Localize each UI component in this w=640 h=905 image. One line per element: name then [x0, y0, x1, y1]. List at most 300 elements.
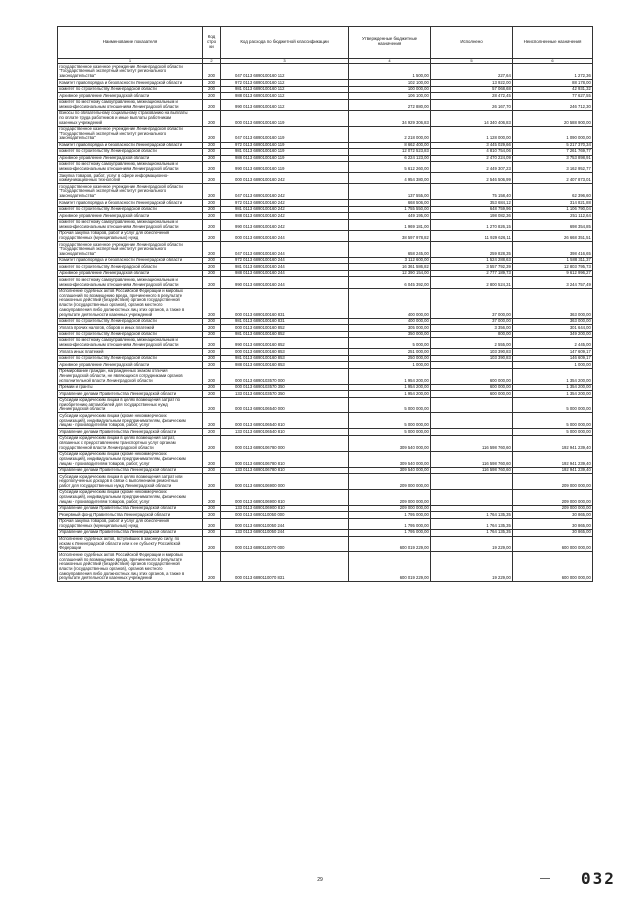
row-line-code: 200: [203, 149, 221, 155]
row-budget-class: 972 0113 6890100160 242: [221, 200, 349, 206]
row-line-code: 200: [203, 467, 221, 473]
row-name: Закупка товаров, работ, услуг в сфере информационно- коммуникационных технологий: [58, 173, 203, 184]
row-budget-class: 988 0113 6890100160 242: [221, 213, 349, 219]
table-row: [58, 219, 593, 230]
row-line-code: 200: [203, 518, 221, 529]
row-budget-class: 133 0113 6890106780 810: [221, 467, 349, 473]
row-executed: 1 764 135,35: [431, 512, 513, 518]
row-executed: 800,00: [431, 331, 513, 337]
row-line-code: 200: [203, 451, 221, 467]
row-budget-class: 981 0113 6890100160 119: [221, 149, 349, 155]
row-line-code: 200: [203, 184, 221, 200]
table-row: [58, 277, 593, 288]
row-budget-class: 000 0113 6890100160 831: [221, 288, 349, 318]
row-executed: 116 598 760,60: [431, 467, 513, 473]
row-name: Архивное управление Ленинградской области: [58, 93, 203, 99]
row-name: Архивное управление Ленинградской области: [58, 362, 203, 368]
row-executed: 57 068,68: [431, 86, 513, 92]
row-name: Комитет правопорядка и безопасности Ленинградской области: [58, 200, 203, 206]
row-name: Исполнение судебных актов, вступивших в законную силу, по искам к Ленинградской области или к ее субъекту Российской Федерации: [58, 536, 203, 552]
row-unexecuted: 600 000 000,00: [513, 552, 593, 582]
table-row: [58, 162, 593, 173]
row-unexecuted: 5 000 000,00: [513, 413, 593, 429]
table-row: [58, 184, 593, 200]
row-approved: 1 954 200,00: [349, 384, 431, 390]
row-line-code: 200: [203, 155, 221, 161]
row-approved: 3 112 600,00: [349, 258, 431, 264]
row-executed: 1 764 135,35: [431, 530, 513, 536]
row-name: Субсидии юридическим лицам в целях возмещения затрат, связанных с предоставлением транспортных услуг органам государственной власти Ленинградской области: [58, 435, 203, 451]
row-executed: 37 000,00: [431, 318, 513, 324]
row-line-code: 200: [203, 270, 221, 276]
row-budget-class: 988 0113 6890100160 244: [221, 270, 349, 276]
row-executed: 19 229,00: [431, 552, 513, 582]
document-stamp-number: 032: [581, 869, 616, 888]
row-name: Архивное управление Ленинградской области: [58, 270, 203, 276]
column-index: 4: [349, 58, 431, 63]
row-executed: 116 598 760,60: [431, 451, 513, 467]
row-executed: 259 828,35: [431, 242, 513, 258]
row-budget-class: 047 0113 6890100160 244: [221, 242, 349, 258]
row-unexecuted: 20 588 900,00: [513, 110, 593, 126]
table-row: [58, 173, 593, 184]
row-line-code: 200: [203, 173, 221, 184]
row-budget-class: 990 0113 6890100160 244: [221, 277, 349, 288]
page-number: 29: [317, 877, 323, 883]
row-line-code: 200: [203, 413, 221, 429]
header-unexecuted: Неисполненные назначения: [513, 27, 593, 59]
row-budget-class: 000 0113 6890106900 810: [221, 490, 349, 506]
row-line-code: 200: [203, 512, 221, 518]
row-budget-class: 988 0113 6890100160 853: [221, 362, 349, 368]
header-approved: Утвержденные бюджетные назначения: [349, 27, 431, 59]
row-unexecuted: 251 112,64: [513, 213, 593, 219]
row-unexecuted: 42 931,32: [513, 86, 593, 92]
row-approved: 12 390 154,00: [349, 270, 431, 276]
row-budget-class: 972 0113 6890100160 112: [221, 80, 349, 86]
row-line-code: 200: [203, 355, 221, 361]
row-executed: 1 764 135,35: [431, 518, 513, 529]
row-line-code: 200: [203, 435, 221, 451]
row-line-code: 200: [203, 530, 221, 536]
row-approved: 305 000,00: [349, 325, 431, 331]
row-unexecuted: 398 416,65: [513, 242, 593, 258]
header-line-code: Код стро ки: [203, 27, 221, 59]
row-executed: [431, 490, 513, 506]
table-body: [58, 64, 593, 582]
row-name: комитет по строительству Ленинградской области: [58, 331, 203, 337]
row-approved: 309 540 000,00: [349, 435, 431, 451]
table-row: [58, 99, 593, 110]
row-name: государственное казенное учреждение Ленинградской области "Государственный экспертный институт регионального законодательства": [58, 242, 203, 258]
row-budget-class: 047 0113 6890100160 242: [221, 184, 349, 200]
row-line-code: 200: [203, 349, 221, 355]
row-line-code: 200: [203, 86, 221, 92]
row-budget-class: 000 0113 6890103570 000: [221, 368, 349, 384]
row-name: Управление делами Правительства Ленинградской области: [58, 391, 203, 397]
row-approved: 34 929 306,83: [349, 110, 431, 126]
table-row: [58, 368, 593, 384]
row-approved: 309 540 000,00: [349, 451, 431, 467]
row-line-code: 200: [203, 213, 221, 219]
footer-dash: [540, 878, 550, 879]
row-approved: 209 000 000,00: [349, 474, 431, 490]
row-unexecuted: 3 753 898,91: [513, 155, 593, 161]
row-unexecuted: 1 000,00: [513, 362, 593, 368]
row-line-code: 200: [203, 99, 221, 110]
row-name: комитет по местному самоуправлению, межнациональным и межконфессиональным отношениям Ленинградской области: [58, 277, 203, 288]
row-approved: 251 000,00: [349, 349, 431, 355]
row-executed: 227,64: [431, 64, 513, 80]
row-executed: 103 390,83: [431, 355, 513, 361]
row-name: комитет по строительству Ленинградской области: [58, 149, 203, 155]
row-executed: 14 340 406,83: [431, 110, 513, 126]
row-unexecuted: 192 941 239,40: [513, 467, 593, 473]
row-budget-class: 981 0113 6890100160 112: [221, 86, 349, 92]
row-name: комитет по строительству Ленинградской области: [58, 206, 203, 212]
row-name: комитет по строительству Ленинградской области: [58, 318, 203, 324]
row-line-code: 200: [203, 384, 221, 390]
row-name: Архивное управление Ленинградской области: [58, 155, 203, 161]
row-executed: 198 082,36: [431, 213, 513, 219]
row-unexecuted: 62 396,60: [513, 184, 593, 200]
row-unexecuted: 3 244 757,49: [513, 277, 593, 288]
row-unexecuted: 600 000 000,00: [513, 536, 593, 552]
row-executed: 2 470 224,09: [431, 155, 513, 161]
row-executed: 2 777 189,73: [431, 270, 513, 276]
row-name: Субсидии юридическим лицам в целях возмещения затрат или недополученных доходов в связи с выполнением ремонтных работ для государственных нужд Ленинградской области: [58, 474, 203, 490]
row-unexecuted: 7 261 769,77: [513, 149, 593, 155]
row-approved: 102 100,00: [349, 80, 431, 86]
row-line-code: 200: [203, 219, 221, 230]
row-executed: [431, 397, 513, 413]
row-budget-class: 000 0113 6890100160 119: [221, 110, 349, 126]
row-approved: 1 755 550,00: [349, 206, 431, 212]
row-approved: 5 000,00: [349, 338, 431, 349]
row-executed: 75 158,40: [431, 184, 513, 200]
row-name: комитет по строительству Ленинградской области: [58, 355, 203, 361]
row-executed: 28 472,45: [431, 93, 513, 99]
table-row: [58, 490, 593, 506]
row-name: Исполнение судебных актов Российской Федерации и мировых соглашений по возмещению вреда, причиненного в результате незаконных действий (бездействия) органов государственной власти (государственных органов), органов местного самоуправления либо должностных лиц этих органов, а также в результате деятельности казенных учреждений: [58, 552, 203, 582]
table-header-row: [58, 27, 593, 59]
row-budget-class: 981 0113 6890100160 831: [221, 318, 349, 324]
row-budget-class: 972 0113 6890100160 244: [221, 258, 349, 264]
row-name: Премирование граждан, награжденных знаком отличия Ленинградской области, не являющихся сотрудниками органов исполнительной власти Ленинградской области: [58, 368, 203, 384]
row-name: Управление делами Правительства Ленинградской области: [58, 505, 203, 511]
row-name: Субсидии юридическим лицам в целях возмещения затрат по приобретению автомобилей для государственных нужд Ленинградской области: [58, 397, 203, 413]
row-name: Субсидии юридическим лицам (кроме некоммерческих организаций), индивидуальным предпринимателям, физическим лицам - производителям товаров, работ, услуг: [58, 490, 203, 506]
row-line-code: 200: [203, 474, 221, 490]
row-line-code: 200: [203, 338, 221, 349]
row-approved: 5 612 260,00: [349, 162, 431, 173]
row-approved: 6 224 123,00: [349, 155, 431, 161]
table-row: [58, 451, 593, 467]
row-executed: 103 390,83: [431, 349, 513, 355]
row-line-code: 200: [203, 264, 221, 270]
row-approved: 16 361 586,82: [349, 264, 431, 270]
header-executed: Исполнено: [431, 27, 513, 59]
column-index: 2: [203, 58, 221, 63]
row-approved: 2 218 000,00: [349, 126, 431, 142]
row-unexecuted: 698 354,85: [513, 219, 593, 230]
row-approved: 38 597 978,82: [349, 230, 431, 241]
row-unexecuted: 2 407 873,01: [513, 173, 593, 184]
row-unexecuted: 5 000 000,00: [513, 429, 593, 435]
row-unexecuted: 88 178,00: [513, 80, 593, 86]
row-approved: 1 500,00: [349, 64, 431, 80]
row-name: комитет по местному самоуправлению, межнациональным и межконфессиональным отношениям Ленинградской области: [58, 99, 203, 110]
table-row: [58, 435, 593, 451]
row-approved: 1 795 000,00: [349, 518, 431, 529]
row-approved: 12 072 523,83: [349, 149, 431, 155]
row-approved: 1 795 000,00: [349, 530, 431, 536]
row-budget-class: 000 0113 6890110050 244: [221, 518, 349, 529]
row-line-code: 200: [203, 258, 221, 264]
table-row: [58, 288, 593, 318]
row-budget-class: 000 0113 6890100160 242: [221, 173, 349, 184]
row-line-code: 200: [203, 331, 221, 337]
row-executed: 600 000,00: [431, 384, 513, 390]
row-approved: 1 954 200,00: [349, 391, 431, 397]
row-approved: 449 195,00: [349, 213, 431, 219]
row-name: Управление делами Правительства Ленинградской области: [58, 467, 203, 473]
row-unexecuted: 246 712,30: [513, 99, 593, 110]
table-row: [58, 474, 593, 490]
row-approved: 350 000,00: [349, 331, 431, 337]
row-name: Архивное управление Ленинградской области: [58, 213, 203, 219]
row-budget-class: 133 0113 6890110050 244: [221, 530, 349, 536]
row-line-code: 200: [203, 362, 221, 368]
row-approved: 309 540 000,00: [349, 467, 431, 473]
row-budget-class: 981 0113 6890100160 242: [221, 206, 349, 212]
row-unexecuted: 77 627,55: [513, 93, 593, 99]
row-unexecuted: 209 000 000,00: [513, 474, 593, 490]
row-budget-class: 000 0113 6890106900 000: [221, 474, 349, 490]
row-budget-class: 990 0113 6890100160 119: [221, 162, 349, 173]
row-approved: 209 000 000,00: [349, 490, 431, 506]
row-approved: 400 000,00: [349, 318, 431, 324]
row-line-code: 200: [203, 110, 221, 126]
row-budget-class: 000 0113 6890100160 853: [221, 349, 349, 355]
row-line-code: 200: [203, 552, 221, 582]
table-row: [58, 230, 593, 241]
row-unexecuted: 9 612 996,27: [513, 270, 593, 276]
table-row: [58, 536, 593, 552]
row-name: государственное казенное учреждение Ленинградской области "Государственный экспертный институт регионального законодательства": [58, 64, 203, 80]
row-line-code: 200: [203, 242, 221, 258]
row-approved: 250 000,00: [349, 355, 431, 361]
row-line-code: 200: [203, 142, 221, 148]
row-budget-class: 000 0113 6890110050 000: [221, 512, 349, 518]
row-unexecuted: 1 090 000,00: [513, 126, 593, 142]
row-line-code: 200: [203, 126, 221, 142]
row-approved: 106 100,00: [349, 93, 431, 99]
row-name: Взносы по обязательному социальному страхованию на выплаты по оплате труда работников и иные выплаты работникам казенных учреждений: [58, 110, 203, 126]
row-approved: 5 000 000,00: [349, 413, 431, 429]
row-budget-class: 981 0113 6890100160 852: [221, 331, 349, 337]
table-row: [58, 338, 593, 349]
row-unexecuted: 1 354 200,00: [513, 368, 593, 384]
row-unexecuted: 301 644,00: [513, 325, 593, 331]
budget-execution-table: [57, 26, 593, 582]
row-executed: 2 800 524,31: [431, 277, 513, 288]
row-line-code: 200: [203, 93, 221, 99]
row-unexecuted: 209 000 000,00: [513, 490, 593, 506]
row-line-code: 200: [203, 391, 221, 397]
row-budget-class: 981 0113 6890100160 244: [221, 264, 349, 270]
row-executed: 37 000,00: [431, 288, 513, 318]
row-executed: 1 270 826,15: [431, 219, 513, 230]
row-unexecuted: 314 821,88: [513, 200, 593, 206]
row-approved: 668 506,00: [349, 200, 431, 206]
row-executed: 26 167,70: [431, 99, 513, 110]
row-executed: [431, 474, 513, 490]
row-budget-class: 000 0113 6890106540 000: [221, 397, 349, 413]
row-budget-class: 000 0113 6890110070 000: [221, 536, 349, 552]
row-name: Управление делами Правительства Ленинградской области: [58, 429, 203, 435]
row-budget-class: 988 0113 6890100160 119: [221, 155, 349, 161]
row-line-code: 200: [203, 162, 221, 173]
column-index: 5: [431, 58, 513, 63]
row-budget-class: 000 0113 6890106780 000: [221, 435, 349, 451]
row-name: государственное казенное учреждение Ленинградской области "Государственный экспертный институт регионального законодательства": [58, 184, 203, 200]
row-unexecuted: 2 445,00: [513, 338, 593, 349]
row-approved: 209 000 000,00: [349, 505, 431, 511]
row-approved: 4 954 380,00: [349, 173, 431, 184]
row-line-code: 200: [203, 397, 221, 413]
row-approved: 658 245,00: [349, 242, 431, 258]
row-approved: 400 000,00: [349, 288, 431, 318]
row-unexecuted: 363 000,00: [513, 318, 593, 324]
row-unexecuted: 26 668 351,51: [513, 230, 593, 241]
row-name: Комитет правопорядка и безопасности Ленинградской области: [58, 80, 203, 86]
row-unexecuted: 349 200,00: [513, 331, 593, 337]
row-unexecuted: 363 000,00: [513, 288, 593, 318]
row-approved: 5 000 000,00: [349, 429, 431, 435]
row-approved: 1 969 181,00: [349, 219, 431, 230]
row-approved: 600 019 229,00: [349, 552, 431, 582]
row-budget-class: 133 0113 6890103570 350: [221, 391, 349, 397]
row-executed: 1 128 000,00: [431, 126, 513, 142]
header-budget-class: Код расхода по бюджетной классификации: [221, 27, 349, 59]
row-budget-class: 000 0113 6890103570 350: [221, 384, 349, 390]
row-approved: 5 000 000,00: [349, 397, 431, 413]
row-unexecuted: 30 865,00: [513, 512, 593, 518]
row-unexecuted: 147 609,17: [513, 349, 593, 355]
row-executed: 1 524 288,63: [431, 258, 513, 264]
row-executed: 2 555,00: [431, 338, 513, 349]
row-approved: 8 662 400,00: [349, 142, 431, 148]
header-name: Наименование показателя: [58, 27, 203, 59]
row-executed: 600 000,00: [431, 368, 513, 384]
row-unexecuted: 1 354 200,00: [513, 391, 593, 397]
row-approved: 1 000,00: [349, 362, 431, 368]
row-approved: 1 954 200,00: [349, 368, 431, 384]
row-executed: 2 546 506,99: [431, 173, 513, 184]
row-name: Комитет правопорядка и безопасности Ленинградской области: [58, 142, 203, 148]
column-index: 1: [58, 58, 203, 63]
row-name: Субсидии юридическим лицам (кроме некоммерческих организаций), индивидуальным предпринимателям, физическим лицам - производителям товаров, работ, услуг: [58, 451, 203, 467]
row-approved: 600 019 229,00: [349, 536, 431, 552]
row-name: комитет по местному самоуправлению, межнациональным и межконфессиональным отношениям Ленинградской области: [58, 338, 203, 349]
row-name: Прочая закупка товаров, работ и услуг для обеспечения государственных (муниципальных) нужд: [58, 230, 203, 241]
row-budget-class: 000 0113 6890106540 810: [221, 413, 349, 429]
column-index: 3: [221, 58, 349, 63]
row-line-code: 200: [203, 200, 221, 206]
row-unexecuted: 1 106 790,04: [513, 206, 593, 212]
row-budget-class: 990 0113 6890100160 242: [221, 219, 349, 230]
row-name: Премии и гранты: [58, 384, 203, 390]
row-unexecuted: 1 588 311,37: [513, 258, 593, 264]
row-budget-class: 990 0113 6890100160 112: [221, 99, 349, 110]
row-line-code: 200: [203, 64, 221, 80]
row-budget-class: 988 0113 6890100160 112: [221, 93, 349, 99]
row-name: Уплата иных платежей: [58, 349, 203, 355]
row-executed: 648 759,96: [431, 206, 513, 212]
row-approved: 100 000,00: [349, 86, 431, 92]
row-budget-class: 000 0113 6890106780 810: [221, 451, 349, 467]
row-name: Управление делами Правительства Ленинградской области: [58, 530, 203, 536]
row-name: государственное казенное учреждение Ленинградской области "Государственный экспертный институт регионального законодательства": [58, 126, 203, 142]
row-budget-class: 133 0113 6890106900 810: [221, 505, 349, 511]
row-line-code: 200: [203, 368, 221, 384]
row-executed: 3 356,00: [431, 325, 513, 331]
table-row: [58, 397, 593, 413]
row-budget-class: 047 0113 6890100160 119: [221, 126, 349, 142]
row-approved: 272 880,00: [349, 99, 431, 110]
row-budget-class: 000 0113 6890110070 831: [221, 552, 349, 582]
row-unexecuted: 1 354 200,00: [513, 384, 593, 390]
table-row: [58, 64, 593, 80]
row-executed: 116 598 760,60: [431, 435, 513, 451]
row-unexecuted: 5 000 000,00: [513, 397, 593, 413]
row-unexecuted: 209 000 000,00: [513, 505, 593, 511]
row-budget-class: 981 0113 6890100160 853: [221, 355, 349, 361]
row-line-code: 200: [203, 318, 221, 324]
row-line-code: 200: [203, 536, 221, 552]
row-unexecuted: 30 865,00: [513, 518, 593, 529]
row-name: Исполнение судебных актов Российской Федерации и мировых соглашений по возмещению вреда, причиненного в результате незаконных действий (бездействия) органов государственной власти (государственных органов), органов местного самоуправления либо должностных лиц этих органов, а также в результате деятельности казенных учреждений: [58, 288, 203, 318]
table-row: [58, 242, 593, 258]
row-name: комитет по местному самоуправлению, межнациональным и межконфессиональным отношениям Ленинградской области: [58, 162, 203, 173]
row-unexecuted: 12 803 795,73: [513, 264, 593, 270]
row-name: комитет по строительству Ленинградской области: [58, 86, 203, 92]
row-line-code: 200: [203, 288, 221, 318]
row-executed: 4 810 754,06: [431, 149, 513, 155]
row-executed: 353 684,12: [431, 200, 513, 206]
column-index: 6: [513, 58, 593, 63]
row-executed: 600 000,00: [431, 391, 513, 397]
row-name: Резервный фонд Правительства Ленинградской области: [58, 512, 203, 518]
row-approved: 137 555,00: [349, 184, 431, 200]
table-row: [58, 518, 593, 529]
row-line-code: 200: [203, 490, 221, 506]
row-line-code: 200: [203, 230, 221, 241]
row-unexecuted: 30 865,00: [513, 530, 593, 536]
row-budget-class: 000 0113 6890100160 852: [221, 325, 349, 331]
row-line-code: 200: [203, 277, 221, 288]
table-row: [58, 110, 593, 126]
row-name: Прочая закупка товаров, работ и услуг для обеспечения государственных (муниципальных) нужд: [58, 518, 203, 529]
row-name: комитет по строительству Ленинградской области: [58, 264, 203, 270]
row-unexecuted: 1 272,36: [513, 64, 593, 80]
row-unexecuted: 5 217 370,34: [513, 142, 593, 148]
row-approved: 1 795 000,00: [349, 512, 431, 518]
row-executed: 3 445 029,66: [431, 142, 513, 148]
row-executed: 19 229,00: [431, 536, 513, 552]
table-row: [58, 552, 593, 582]
